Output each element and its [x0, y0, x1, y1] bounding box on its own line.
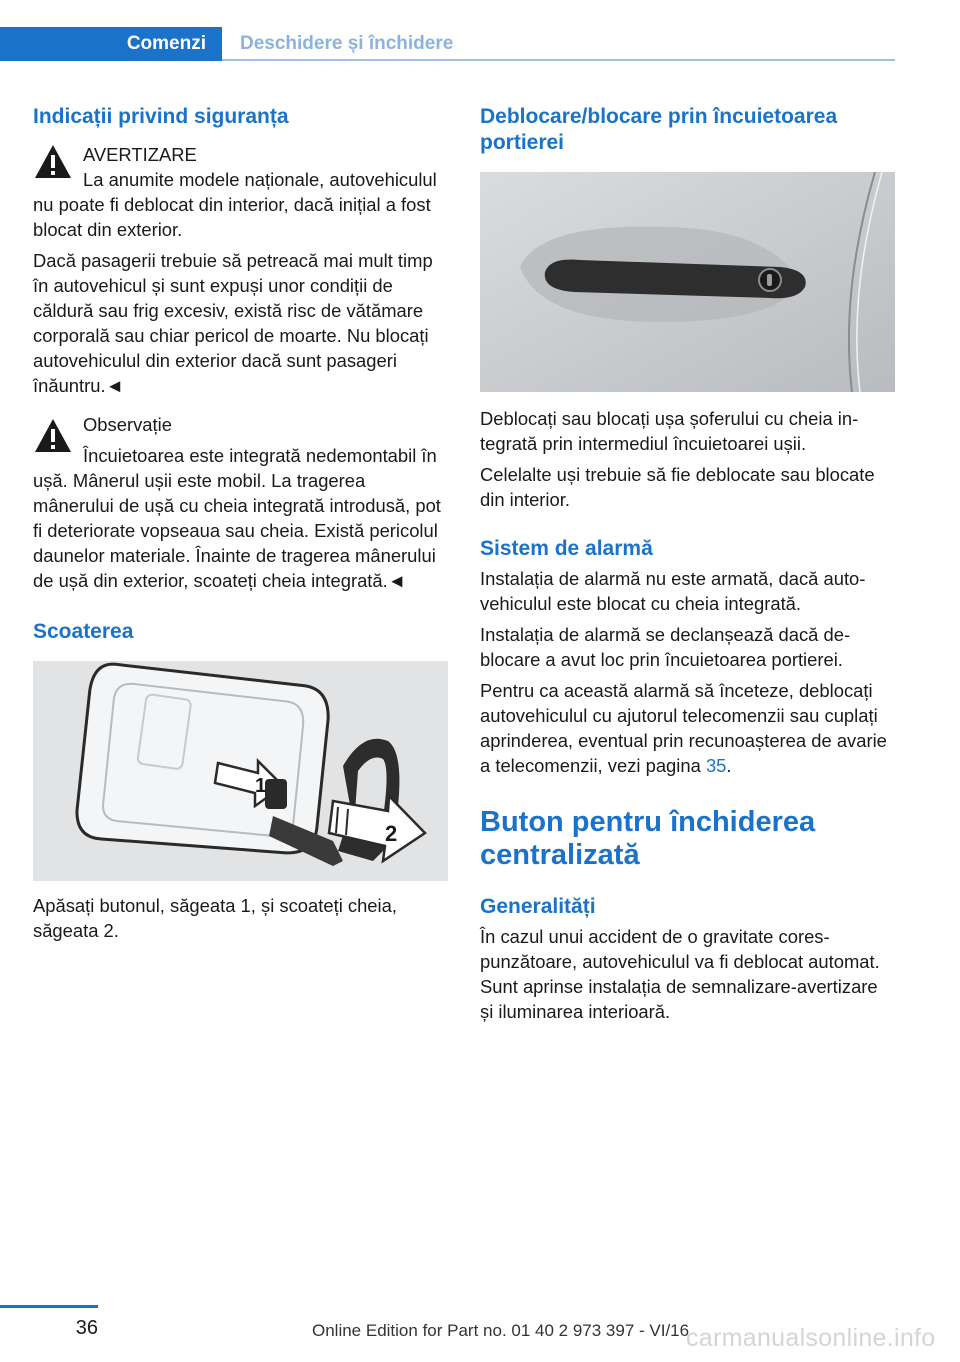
page-link-35[interactable]: 35 — [705, 755, 727, 776]
warning-1-label: AVERTIZARE — [83, 144, 197, 165]
lock-text-2: Celelalte uși trebuie să fie deblocate sau blocate din interior. — [480, 464, 875, 510]
general-text: În cazul unui accident de o gravitate corespunzătoare, autovehiculul va fi deblocat automat. Sunt aprinse instalația de semnalizare-avertizare și iluminarea interioară. — [480, 926, 880, 1022]
warning-2-label: Observație — [83, 414, 172, 435]
watermark: carmanualsonline.info — [686, 1324, 936, 1352]
key-illustration — [33, 661, 448, 881]
general-heading: Generalități — [480, 895, 596, 918]
door-lock-figure — [480, 172, 895, 392]
warning-triangle-icon — [33, 142, 73, 182]
arrow-label-2: 2 — [385, 821, 398, 846]
removal-heading: Scoaterea — [33, 620, 134, 643]
left-column — [33, 100, 448, 943]
lock-text-1: Deblocați sau blocați ușa șoferului cu cheia integrată prin intermediul încuietoarei ușii. — [480, 408, 859, 454]
tab-deschidere-inchidere[interactable]: Deschidere și închidere — [240, 33, 454, 54]
warning-triangle-icon — [33, 416, 73, 456]
page-number: 36 — [75, 1317, 98, 1339]
removal-caption: Apăsați butonul, săgeata 1, și scoateți cheia, săgeata 2. — [33, 895, 397, 941]
warning-block-2 — [33, 412, 448, 593]
warning-1-text: La anumite modele naționale, autovehiculul nu poate fi deblocat din interior, dacă inițial a fost blocat din exterior. — [33, 169, 437, 240]
alarm-text-2: Instalația de alarmă se declanșează dacă deblocare a avut loc prin încuietoarea portierei. — [480, 624, 851, 670]
alarm-heading: Sistem de alarmă — [480, 537, 653, 560]
alarm-text-1: Instalația de alarmă nu este armată, dacă autovehiculul este blocat cu cheia integrată. — [480, 568, 866, 614]
edition-note: Online Edition for Part no. 01 40 2 973 397 - VI/16 — [312, 1321, 690, 1340]
warning-block-1 — [33, 142, 448, 398]
header-underline — [222, 59, 895, 61]
door-handle-illustration — [480, 172, 895, 392]
alarm-text-3 — [480, 678, 895, 778]
tab-comenzi[interactable]: Comenzi — [0, 27, 222, 61]
key-removal-figure — [33, 661, 448, 881]
central-locking-heading: Buton pentru închiderea centralizată — [480, 806, 816, 871]
right-column — [480, 100, 895, 1024]
footer-rule — [0, 1305, 98, 1308]
warning-2-text: Încuietoarea este integrată nedemontabil în ușă. Mânerul ușii este mobil. La tragerea mânerului de ușă cu cheia integrată introdusă, pot fi deteriorate vopseaua sau cheia. Există pericolul daunelor materiale. Înainte de tragerea mânerului de ușă din exterior, scoateți cheia integrată.◄ — [33, 445, 441, 591]
safety-heading: Indicații privind siguranța — [33, 105, 289, 128]
warning-1-text-2: Dacă pasagerii trebuie să petreacă mai mult timp în autovehicul și sunt expuși unor condiții de căldură sau frig excesiv, există risc de vătămare corporală sau chiar pericol de moarte. Nu blocați autovehiculul din exterior dacă sunt pasageri înăuntru.◄ — [33, 250, 433, 396]
chapter-header — [0, 27, 895, 61]
alarm-text-3-body: Pentru ca această alarmă să înceteze, deblocați autovehiculul cu ajutorul telecomenzii sau cuplați aprinderea, eventual prin recunoașterea de avarie a telecomenzii, vezi pagina — [480, 680, 887, 776]
lock-heading: Deblocare/blocare prin încuietoarea portierei — [480, 105, 838, 154]
alarm-text-3-end: . — [726, 755, 732, 776]
arrow-label-1: 1 — [255, 775, 267, 797]
